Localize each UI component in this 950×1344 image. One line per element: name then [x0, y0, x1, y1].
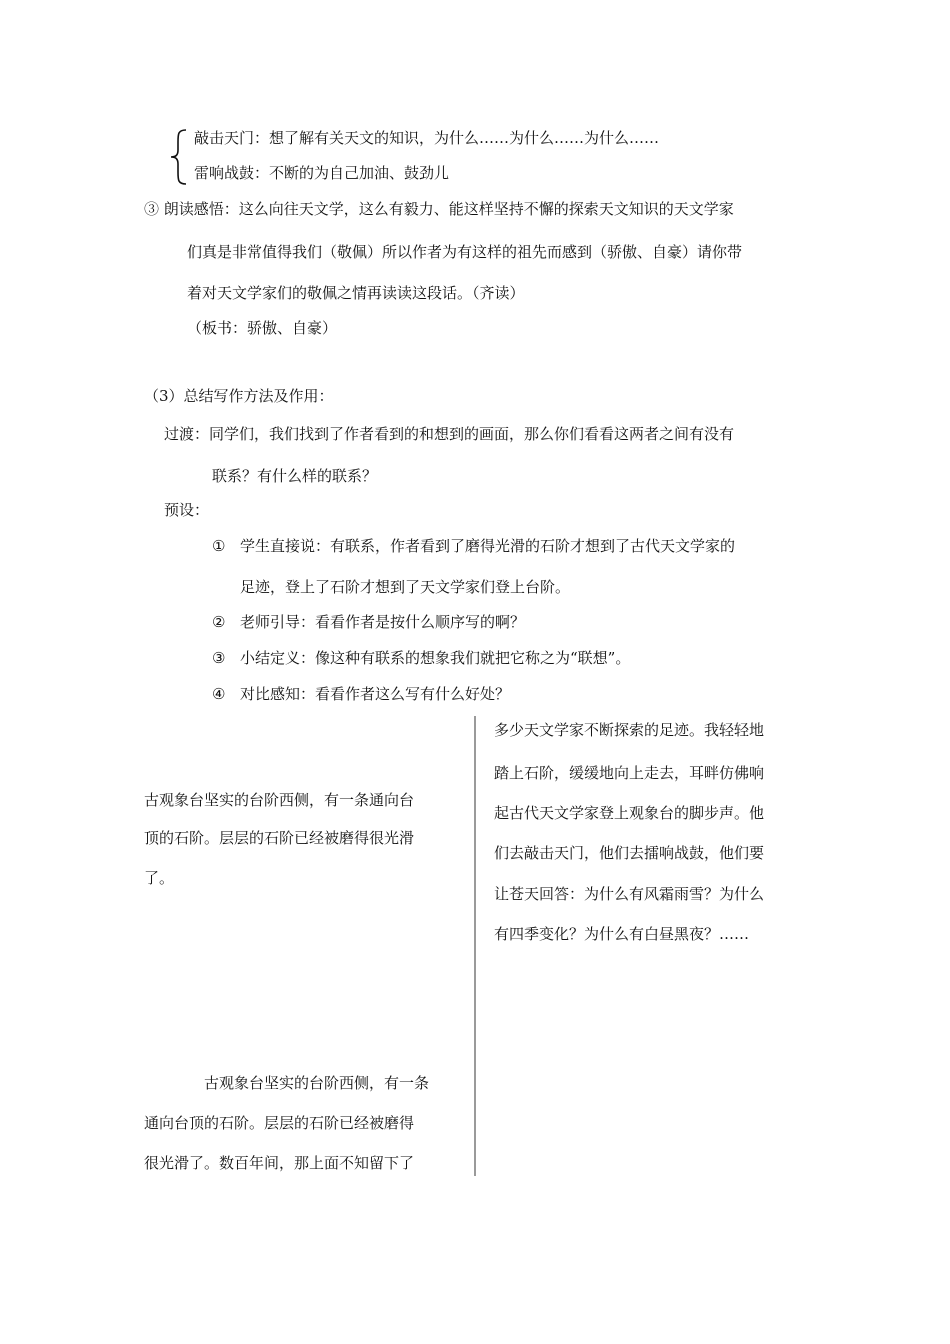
item-text: 小结定义：像这种有联系的想象我们就把它称之为“联想”。 [240, 649, 631, 667]
item-number: ② [212, 613, 226, 631]
transition-line-1: 过渡：同学们，我们找到了作者看到的和想到的画面，那么你们看看这两者之间有没有 [164, 425, 735, 443]
transition-line-2: 联系？有什么样的联系？ [212, 467, 378, 485]
list-item [212, 648, 630, 668]
item-text: 对比感知：看看作者这么写有什么好处？ [240, 685, 511, 703]
preset-label: 预设： [164, 501, 210, 519]
left-para1-line: 了。 [144, 869, 175, 887]
item-continuation: 足迹，登上了石阶才想到了天文学家们登上台阶。 [240, 578, 571, 596]
item-text: 学生直接说：有联系，作者看到了磨得光滑的石阶才想到了古代天文学家的 [240, 537, 736, 555]
board-note: （板书：骄傲、自豪） [187, 319, 338, 337]
reading-line-1: ③ 朗读感悟：这么向往天文学，这么有毅力、能这样坚持不懈的探索天文知识的天文学家 [144, 200, 734, 218]
item-number: ① [212, 537, 226, 555]
right-line: 多少天文学家不断探索的足迹。我轻轻地 [494, 721, 765, 739]
left-para2-line: 古观象台坚实的台阶西侧，有一条 [204, 1074, 430, 1092]
brace-line-thunder-drum: 雷响战鼓：不断的为自己加油、鼓劲儿 [194, 164, 450, 182]
item-number: ③ [212, 649, 226, 667]
left-para1-line: 顶的石阶。层层的石阶已经被磨得很光滑 [144, 829, 415, 847]
column-divider [474, 716, 476, 1176]
left-para1-line: 古观象台坚实的台阶西侧，有一条通向台 [144, 791, 415, 809]
left-para2-line: 通向台顶的石阶。层层的石阶已经被磨得 [144, 1114, 415, 1132]
reading-line-3: 着对天文学家们的敬佩之情再读读这段话。（齐读） [187, 284, 525, 302]
curly-brace-icon [168, 128, 190, 186]
item-text: 老师引导：看看作者是按什么顺序写的啊？ [240, 613, 526, 631]
item-number: ④ [212, 685, 226, 703]
right-line: 让苍天回答：为什么有风霜雨雪？为什么 [494, 885, 765, 903]
brace-line-knock-heaven: 敲击天门：想了解有关天文的知识，为什么……为什么……为什么…… [194, 129, 660, 147]
list-item [212, 684, 510, 704]
list-item [212, 536, 735, 556]
left-para2-line: 很光滑了。数百年间，那上面不知留下了 [144, 1154, 415, 1172]
reading-line-2: 们真是非常值得我们（敬佩）所以作者为有这样的祖先而感到（骄傲、自豪）请你带 [187, 243, 743, 261]
right-line: 们去敲击天门，他们去擂响战鼓，他们要 [494, 844, 765, 862]
right-line: 有四季变化？为什么有白昼黑夜？…… [494, 925, 750, 943]
list-item [212, 612, 525, 632]
right-line: 踏上石阶，缓缓地向上走去，耳畔仿佛响 [494, 764, 765, 782]
summary-heading: （3）总结写作方法及作用： [144, 387, 334, 405]
right-line: 起古代天文学家登上观象台的脚步声。他 [494, 804, 765, 822]
